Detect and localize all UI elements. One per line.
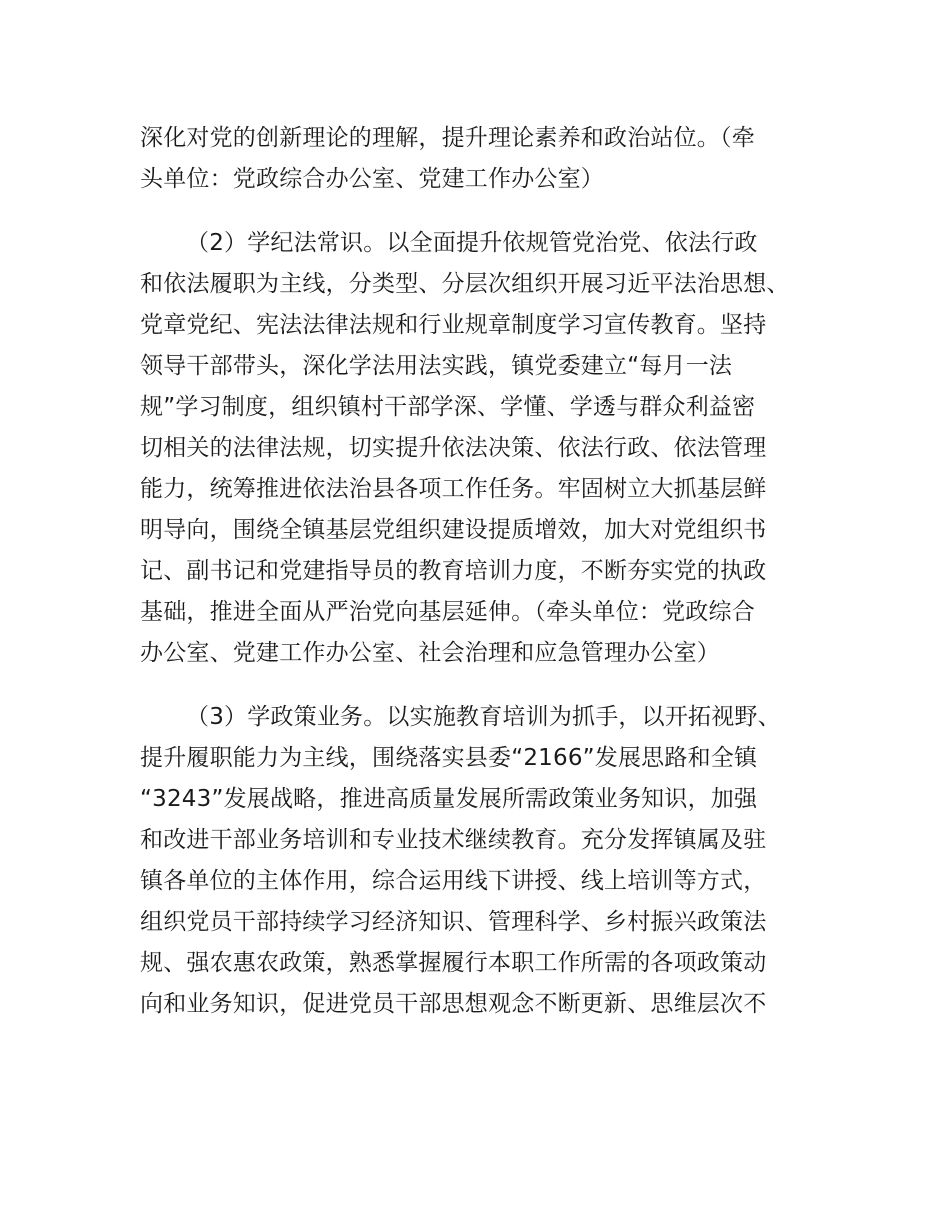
paragraph-line: 切相关的法律法规，切实提升依法决策、依法行政、依法管理	[140, 435, 767, 461]
paragraph-line: 提升履职能力为主线，围绕落实县委“2166”发展思路和全镇	[140, 745, 758, 771]
paragraph-line: 和依法履职为主线，分类型、分层次组织开展习近平法治思想、	[140, 271, 790, 297]
paragraph-line: 规、强农惠农政策，熟悉掌握履行本职工作所需的各项政策动	[140, 950, 767, 976]
paragraph-1	[140, 118, 830, 200]
paragraph-line: 党章党纪、宪法法律法规和行业规章制度学习宣传教育。坚持	[140, 312, 767, 338]
paragraph-line: 记、副书记和党建指导员的教育培训力度，不断夯实党的执政	[140, 558, 767, 584]
paragraph-line: 基础，推进全面从严治党向基层延伸。（牵头单位：党政综合	[140, 599, 755, 625]
paragraph-3	[140, 697, 830, 1025]
paragraph-line: 深化对党的创新理论的理解，提升理论素养和政治站位。（牵	[140, 125, 755, 151]
paragraph-line: 规”学习制度，组织镇村干部学深、学懂、学透与群众利益密	[140, 394, 756, 420]
paragraph-line: （2）学纪法常识。以全面提升依规管党治党、依法行政	[186, 230, 758, 256]
paragraph-spacer	[140, 200, 830, 223]
paragraph-spacer	[140, 674, 830, 697]
paragraph-line: 和改进干部业务培训和专业技术继续教育。充分发挥镇属及驻	[140, 827, 767, 853]
paragraph-line: 头单位：党政综合办公室、党建工作办公室）	[140, 166, 604, 192]
paragraph-line: 向和业务知识，促进党员干部思想观念不断更新、思维层次不	[140, 991, 767, 1017]
paragraph-line: 能力，统筹推进依法治县各项工作任务。牢固树立大抓基层鲜	[140, 476, 767, 502]
paragraph-line: “3243”发展战略，推进高质量发展所需政策业务知识，加强	[140, 786, 758, 812]
paragraph-line: 明导向，围绕全镇基层党组织建设提质增效，加大对党组织书	[140, 517, 767, 543]
paragraph-line: 组织党员干部持续学习经济知识、管理科学、乡村振兴政策法	[140, 909, 767, 935]
document-body	[140, 118, 830, 1025]
paragraph-line: （3）学政策业务。以实施教育培训为抓手，以开拓视野、	[186, 704, 781, 730]
paragraph-2	[140, 223, 830, 674]
paragraph-line: 办公室、党建工作办公室、社会治理和应急管理办公室）	[140, 640, 720, 666]
paragraph-line: 领导干部带头，深化学法用法实践，镇党委建立“每月一法	[140, 353, 733, 379]
paragraph-line: 镇各单位的主体作用，综合运用线下讲授、线上培训等方式，	[140, 868, 767, 894]
